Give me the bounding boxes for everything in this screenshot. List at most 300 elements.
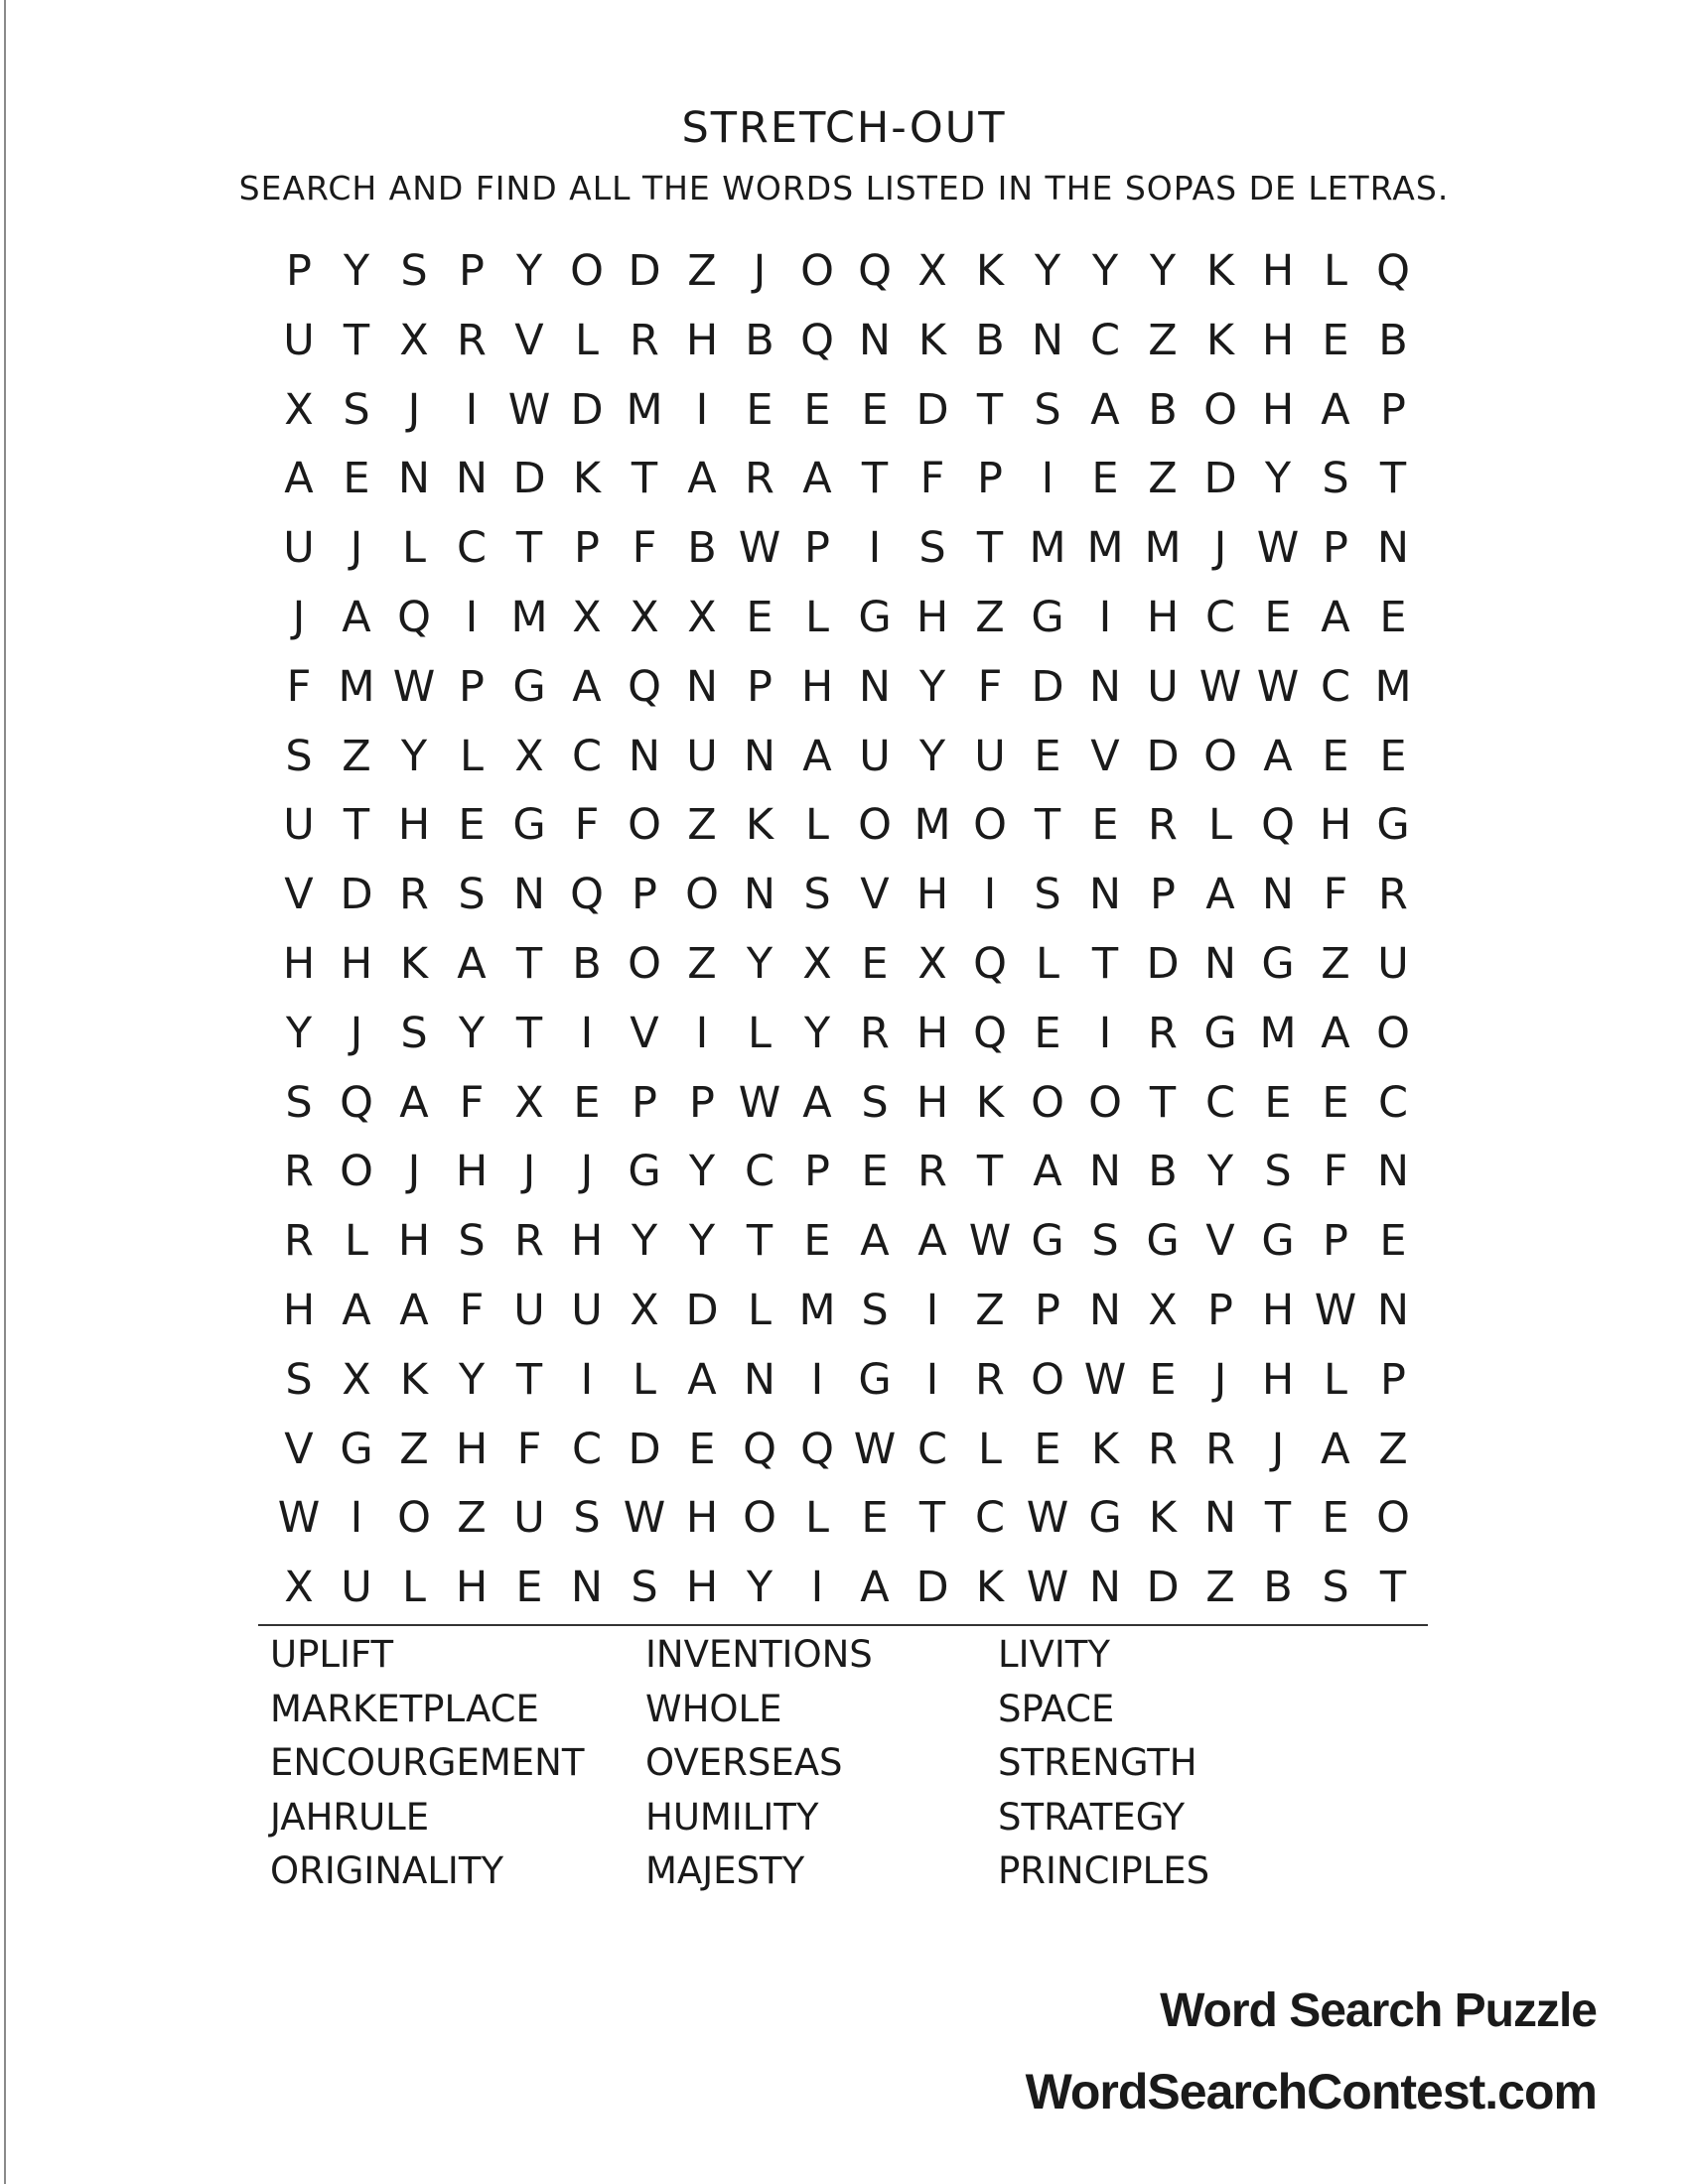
grid-letter: J	[407, 1147, 421, 1197]
grid-letter: B	[687, 523, 717, 574]
grid-letter: A	[399, 1285, 429, 1335]
grid-letter: D	[1031, 661, 1064, 712]
grid-letter: F	[919, 454, 945, 504]
grid-letter: H	[685, 1493, 719, 1544]
grid-letter: B	[1148, 1147, 1178, 1197]
letter-grid	[270, 236, 1422, 1622]
grid-letter: Z	[975, 592, 1005, 642]
grid-letter: P	[804, 523, 830, 574]
grid-letter: X	[342, 1354, 371, 1405]
grid-letter: I	[925, 1354, 939, 1405]
grid-letter: M	[1029, 523, 1066, 574]
grid-letter: J	[350, 1008, 363, 1058]
grid-letter: T	[631, 454, 658, 504]
grid-letter: C	[974, 1493, 1006, 1544]
grid-letter: I	[810, 1563, 824, 1613]
grid-letter: Z	[1321, 938, 1350, 989]
grid-letter: D	[512, 454, 546, 504]
grid-letter: R	[514, 1216, 544, 1267]
grid-letter: H	[340, 938, 373, 989]
grid-letter: Q	[743, 1424, 776, 1474]
grid-letter: R	[1148, 800, 1178, 851]
grid-letter: M	[798, 1285, 836, 1335]
grid-letter: H	[397, 1216, 431, 1267]
grid-letter: V	[1205, 1216, 1235, 1267]
grid-letter: H	[570, 1216, 604, 1267]
grid-letter: N	[1088, 661, 1122, 712]
grid-letter: E	[458, 800, 486, 851]
grid-letter: B	[1378, 315, 1408, 365]
grid-letter: N	[512, 870, 546, 920]
grid-letter: A	[1321, 1008, 1350, 1058]
grid-letter: D	[915, 1563, 949, 1613]
grid-letter: Z	[457, 1493, 487, 1544]
grid-letter: D	[685, 1285, 719, 1335]
grid-letter: M	[338, 661, 375, 712]
grid-letter: N	[685, 661, 719, 712]
word-list-item: OVERSEAS	[645, 1741, 843, 1784]
grid-letter: K	[399, 1354, 429, 1405]
grid-letter: W	[1256, 661, 1300, 712]
grid-letter: L	[402, 1563, 426, 1613]
grid-letter: W	[507, 384, 551, 435]
grid-letter: N	[858, 315, 892, 365]
grid-letter: R	[1205, 1424, 1235, 1474]
grid-letter: T	[1379, 454, 1407, 504]
grid-letter: L	[1036, 938, 1059, 989]
grid-letter: L	[345, 1216, 368, 1267]
grid-letter: K	[917, 315, 947, 365]
grid-letter: Y	[746, 938, 774, 989]
grid-letter: S	[631, 1563, 658, 1613]
grid-letter: N	[628, 731, 661, 781]
grid-letter: G	[628, 1147, 661, 1197]
grid-letter: J	[1213, 523, 1227, 574]
grid-letter: X	[1148, 1285, 1178, 1335]
grid-letter: P	[1380, 384, 1406, 435]
grid-letter: N	[1261, 870, 1295, 920]
grid-letter: R	[917, 1147, 947, 1197]
grid-letter: G	[1031, 1216, 1064, 1267]
grid-letter: V	[630, 1008, 659, 1058]
grid-letter: J	[580, 1147, 594, 1197]
grid-letter: Z	[687, 800, 717, 851]
grid-letter: W	[623, 1493, 666, 1544]
grid-letter: T	[976, 384, 1004, 435]
grid-letter: N	[743, 870, 776, 920]
grid-letter: N	[743, 731, 776, 781]
grid-letter: H	[1319, 800, 1352, 851]
grid-letter: L	[1324, 246, 1347, 296]
grid-letter: X	[917, 938, 947, 989]
grid-letter: W	[738, 1077, 781, 1128]
grid-letter: O	[973, 800, 1007, 851]
grid-letter: M	[1086, 523, 1124, 574]
grid-letter: S	[1322, 1563, 1349, 1613]
grid-letter: J	[1213, 1354, 1227, 1405]
grid-letter: O	[800, 246, 834, 296]
grid-letter: O	[1203, 384, 1237, 435]
grid-letter: X	[399, 315, 429, 365]
grid-letter: W	[1256, 523, 1300, 574]
grid-letter: G	[1203, 1008, 1237, 1058]
grid-letter: E	[1091, 454, 1119, 504]
grid-letter: U	[513, 1285, 545, 1335]
grid-letter: I	[695, 384, 709, 435]
grid-letter: S	[285, 1354, 313, 1405]
grid-letter: P	[977, 454, 1003, 504]
grid-letter: Q	[397, 592, 431, 642]
grid-letter: V	[1090, 731, 1120, 781]
grid-letter: P	[1323, 1216, 1348, 1267]
grid-letter: P	[632, 870, 657, 920]
grid-letter: K	[1148, 1493, 1178, 1544]
grid-letter: R	[975, 1354, 1005, 1405]
grid-letter: Y	[515, 246, 543, 296]
word-list-item: HUMILITY	[645, 1795, 819, 1839]
grid-letter: D	[570, 384, 604, 435]
grid-letter: Z	[342, 731, 371, 781]
grid-letter: L	[748, 1285, 772, 1335]
grid-letter: X	[630, 1285, 659, 1335]
grid-letter: H	[397, 800, 431, 851]
grid-letter: W	[1314, 1285, 1357, 1335]
grid-letter: L	[1324, 1354, 1347, 1405]
grid-letter: T	[746, 1216, 774, 1267]
grid-letter: X	[687, 592, 717, 642]
grid-letter: J	[753, 246, 767, 296]
grid-letter: E	[1322, 315, 1349, 365]
grid-letter: Z	[687, 246, 717, 296]
grid-letter: A	[1321, 592, 1350, 642]
grid-letter: L	[575, 315, 599, 365]
grid-letter: L	[460, 731, 484, 781]
grid-letter: G	[512, 661, 546, 712]
grid-letter: X	[284, 1563, 314, 1613]
grid-letter: C	[1377, 1077, 1409, 1128]
grid-letter: I	[695, 1008, 709, 1058]
grid-letter: E	[688, 1424, 716, 1474]
grid-letter: Z	[1378, 1424, 1408, 1474]
grid-letter: O	[570, 246, 604, 296]
grid-letter: U	[571, 1285, 603, 1335]
grid-letter: H	[282, 938, 316, 989]
grid-letter: D	[628, 246, 661, 296]
grid-letter: G	[858, 592, 892, 642]
grid-letter: S	[1264, 1147, 1292, 1197]
grid-letter: A	[802, 1077, 832, 1128]
grid-letter: O	[858, 800, 892, 851]
grid-letter: O	[1376, 1008, 1410, 1058]
word-list-item: MARKETPLACE	[270, 1687, 539, 1730]
grid-letter: U	[513, 1493, 545, 1544]
grid-letter: Y	[458, 1008, 486, 1058]
grid-letter: F	[1323, 870, 1348, 920]
grid-letter: V	[284, 870, 314, 920]
grid-letter: T	[343, 315, 370, 365]
grid-letter: I	[1041, 454, 1055, 504]
grid-letter: W	[1083, 1354, 1127, 1405]
grid-letter: T	[976, 523, 1004, 574]
grid-letter: H	[1261, 1354, 1295, 1405]
grid-letter: K	[1205, 315, 1235, 365]
grid-letter: X	[572, 592, 602, 642]
grid-letter: Q	[628, 661, 661, 712]
grid-letter: X	[802, 938, 832, 989]
grid-letter: Q	[973, 938, 1007, 989]
grid-letter: L	[1208, 800, 1232, 851]
grid-letter: H	[282, 1285, 316, 1335]
grid-letter: B	[572, 938, 602, 989]
grid-letter: F	[286, 661, 312, 712]
grid-letter: W	[853, 1424, 897, 1474]
grid-letter: Y	[1149, 246, 1177, 296]
grid-letter: G	[1261, 1216, 1295, 1267]
grid-letter: W	[968, 1216, 1012, 1267]
grid-letter: K	[975, 246, 1005, 296]
grid-letter: Y	[688, 1216, 716, 1267]
grid-letter: S	[803, 870, 831, 920]
grid-letter: Q	[973, 1008, 1007, 1058]
grid-letter: E	[803, 1216, 831, 1267]
grid-letter: L	[633, 1354, 656, 1405]
grid-letter: P	[1207, 1285, 1233, 1335]
grid-letter: S	[285, 731, 313, 781]
grid-letter: R	[399, 870, 429, 920]
grid-letter: G	[340, 1424, 373, 1474]
grid-letter: J	[522, 1147, 536, 1197]
grid-letter: Z	[1148, 454, 1178, 504]
grid-letter: I	[580, 1008, 594, 1058]
grid-letter: H	[915, 592, 949, 642]
grid-letter: B	[975, 315, 1005, 365]
grid-letter: S	[458, 870, 486, 920]
grid-letter: M	[1374, 661, 1412, 712]
grid-letter: A	[342, 1285, 371, 1335]
word-list-item: ORIGINALITY	[270, 1849, 504, 1892]
grid-letter: K	[399, 938, 429, 989]
grid-letter: N	[1088, 870, 1122, 920]
grid-letter: A	[572, 661, 602, 712]
grid-letter: D	[628, 1424, 661, 1474]
grid-letter: G	[1031, 592, 1064, 642]
grid-letter: D	[1203, 454, 1237, 504]
grid-letter: A	[687, 454, 717, 504]
grid-letter: Z	[975, 1285, 1005, 1335]
grid-letter: K	[745, 800, 774, 851]
grid-letter: L	[805, 592, 829, 642]
grid-letter: W	[1198, 661, 1242, 712]
grid-letter: Q	[1261, 800, 1295, 851]
grid-letter: M	[626, 384, 663, 435]
grid-letter: Y	[1091, 246, 1119, 296]
word-list-item: JAHRULE	[270, 1795, 430, 1839]
grid-letter: N	[743, 1354, 776, 1405]
grid-letter: T	[976, 1147, 1004, 1197]
word-list-item: STRATEGY	[998, 1795, 1186, 1839]
grid-letter: U	[974, 731, 1006, 781]
grid-letter: J	[292, 592, 306, 642]
grid-letter: Y	[918, 661, 946, 712]
grid-letter: I	[810, 1354, 824, 1405]
grid-letter: C	[571, 731, 603, 781]
grid-letter: H	[800, 661, 834, 712]
grid-letter: S	[400, 246, 428, 296]
grid-letter: C	[1089, 315, 1121, 365]
grid-letter: C	[456, 523, 488, 574]
grid-letter: Q	[858, 246, 892, 296]
grid-letter: I	[465, 384, 479, 435]
grid-letter: S	[343, 384, 370, 435]
grid-letter: A	[1263, 731, 1293, 781]
grid-letter: F	[632, 523, 657, 574]
footer-website: WordSearchContest.com	[1025, 2064, 1597, 2119]
grid-letter: H	[1146, 592, 1180, 642]
grid-letter: X	[917, 246, 947, 296]
grid-letter: A	[802, 454, 832, 504]
grid-letter: B	[1263, 1563, 1293, 1613]
grid-letter: Y	[343, 246, 370, 296]
grid-letter: Y	[458, 1354, 486, 1405]
grid-letter: O	[1031, 1077, 1064, 1128]
grid-letter: O	[340, 1147, 373, 1197]
grid-letter: X	[284, 384, 314, 435]
grid-letter: N	[858, 661, 892, 712]
grid-letter: U	[283, 523, 315, 574]
grid-letter: K	[975, 1563, 1005, 1613]
grid-letter: Y	[285, 1008, 313, 1058]
grid-letter: U	[283, 315, 315, 365]
grid-letter: H	[685, 315, 719, 365]
grid-letter: E	[1149, 1354, 1177, 1405]
grid-letter: F	[977, 661, 1003, 712]
grid-letter: P	[689, 1077, 715, 1128]
grid-letter: H	[455, 1147, 489, 1197]
grid-letter: S	[573, 1493, 601, 1544]
grid-letter: P	[1150, 870, 1176, 920]
grid-letter: E	[1034, 731, 1061, 781]
grid-letter: K	[975, 1077, 1005, 1128]
grid-letter: H	[455, 1424, 489, 1474]
grid-letter: X	[514, 1077, 544, 1128]
grid-letter: N	[397, 454, 431, 504]
grid-letter: D	[915, 384, 949, 435]
grid-letter: R	[457, 315, 487, 365]
grid-letter: E	[861, 938, 889, 989]
word-list-item: PRINCIPLES	[998, 1849, 1210, 1892]
grid-letter: T	[861, 454, 889, 504]
grid-letter: Y	[631, 1216, 658, 1267]
grid-letter: D	[340, 870, 373, 920]
grid-letter: H	[685, 1563, 719, 1613]
grid-letter: N	[1376, 1147, 1410, 1197]
grid-letter: A	[1321, 1424, 1350, 1474]
grid-letter: M	[914, 800, 951, 851]
grid-letter: E	[1264, 1077, 1292, 1128]
grid-letter: W	[277, 1493, 321, 1544]
grid-letter: N	[1376, 523, 1410, 574]
grid-letter: E	[1034, 1008, 1061, 1058]
grid-letter: O	[743, 1493, 776, 1544]
grid-letter: Q	[1376, 246, 1410, 296]
grid-letter: Z	[1205, 1563, 1235, 1613]
grid-letter: E	[803, 384, 831, 435]
grid-letter: U	[859, 731, 891, 781]
grid-letter: O	[1031, 1354, 1064, 1405]
grid-letter: R	[1148, 1008, 1178, 1058]
grid-letter: C	[1204, 592, 1236, 642]
grid-letter: N	[1088, 1285, 1122, 1335]
grid-letter: O	[685, 870, 719, 920]
grid-letter: S	[918, 523, 946, 574]
grid-letter: G	[1376, 800, 1410, 851]
grid-letter: O	[1203, 731, 1237, 781]
grid-letter: O	[1088, 1077, 1122, 1128]
grid-letter: H	[1261, 246, 1295, 296]
word-list-item: INVENTIONS	[645, 1633, 873, 1676]
grid-letter: Y	[746, 1563, 774, 1613]
grid-letter: G	[1261, 938, 1295, 989]
grid-letter: T	[515, 1008, 543, 1058]
grid-letter: M	[510, 592, 548, 642]
grid-letter: A	[1321, 384, 1350, 435]
grid-letter: H	[1261, 1285, 1295, 1335]
word-list	[270, 1628, 1362, 1899]
grid-letter: D	[1146, 1563, 1180, 1613]
grid-letter: A	[860, 1563, 890, 1613]
grid-letter: F	[459, 1285, 485, 1335]
grid-letter: P	[747, 661, 773, 712]
grid-letter: N	[570, 1563, 604, 1613]
grid-letter: G	[1088, 1493, 1122, 1544]
grid-letter: V	[284, 1424, 314, 1474]
word-list-item: ENCOURGEMENT	[270, 1741, 585, 1784]
grid-letter: E	[1091, 800, 1119, 851]
grid-letter: N	[1203, 1493, 1237, 1544]
grid-letter: I	[983, 870, 997, 920]
word-list-item: UPLIFT	[270, 1633, 394, 1676]
grid-letter: E	[515, 1563, 543, 1613]
grid-letter: R	[745, 454, 774, 504]
grid-letter: S	[285, 1077, 313, 1128]
grid-letter: C	[571, 1424, 603, 1474]
grid-letter: C	[916, 1424, 948, 1474]
grid-letter: E	[1379, 592, 1407, 642]
grid-letter: A	[802, 731, 832, 781]
grid-letter: P	[1323, 523, 1348, 574]
grid-letter: A	[917, 1216, 947, 1267]
grid-letter: J	[1271, 1424, 1285, 1474]
grid-letter: I	[580, 1354, 594, 1405]
grid-letter: S	[1034, 384, 1061, 435]
grid-letter: L	[402, 523, 426, 574]
grid-letter: Z	[399, 1424, 429, 1474]
grid-letter: G	[1146, 1216, 1180, 1267]
grid-letter: H	[1261, 384, 1295, 435]
grid-letter: F	[574, 800, 600, 851]
grid-letter: X	[514, 731, 544, 781]
grid-letter: P	[459, 246, 485, 296]
grid-letter: Q	[800, 1424, 834, 1474]
grid-letter: P	[574, 523, 600, 574]
grid-letter: G	[512, 800, 546, 851]
grid-letter: F	[459, 1077, 485, 1128]
grid-letter: G	[858, 1354, 892, 1405]
grid-letter: W	[392, 661, 436, 712]
word-list-item: LIVITY	[998, 1633, 1110, 1676]
grid-letter: H	[455, 1563, 489, 1613]
grid-letter: H	[915, 1008, 949, 1058]
